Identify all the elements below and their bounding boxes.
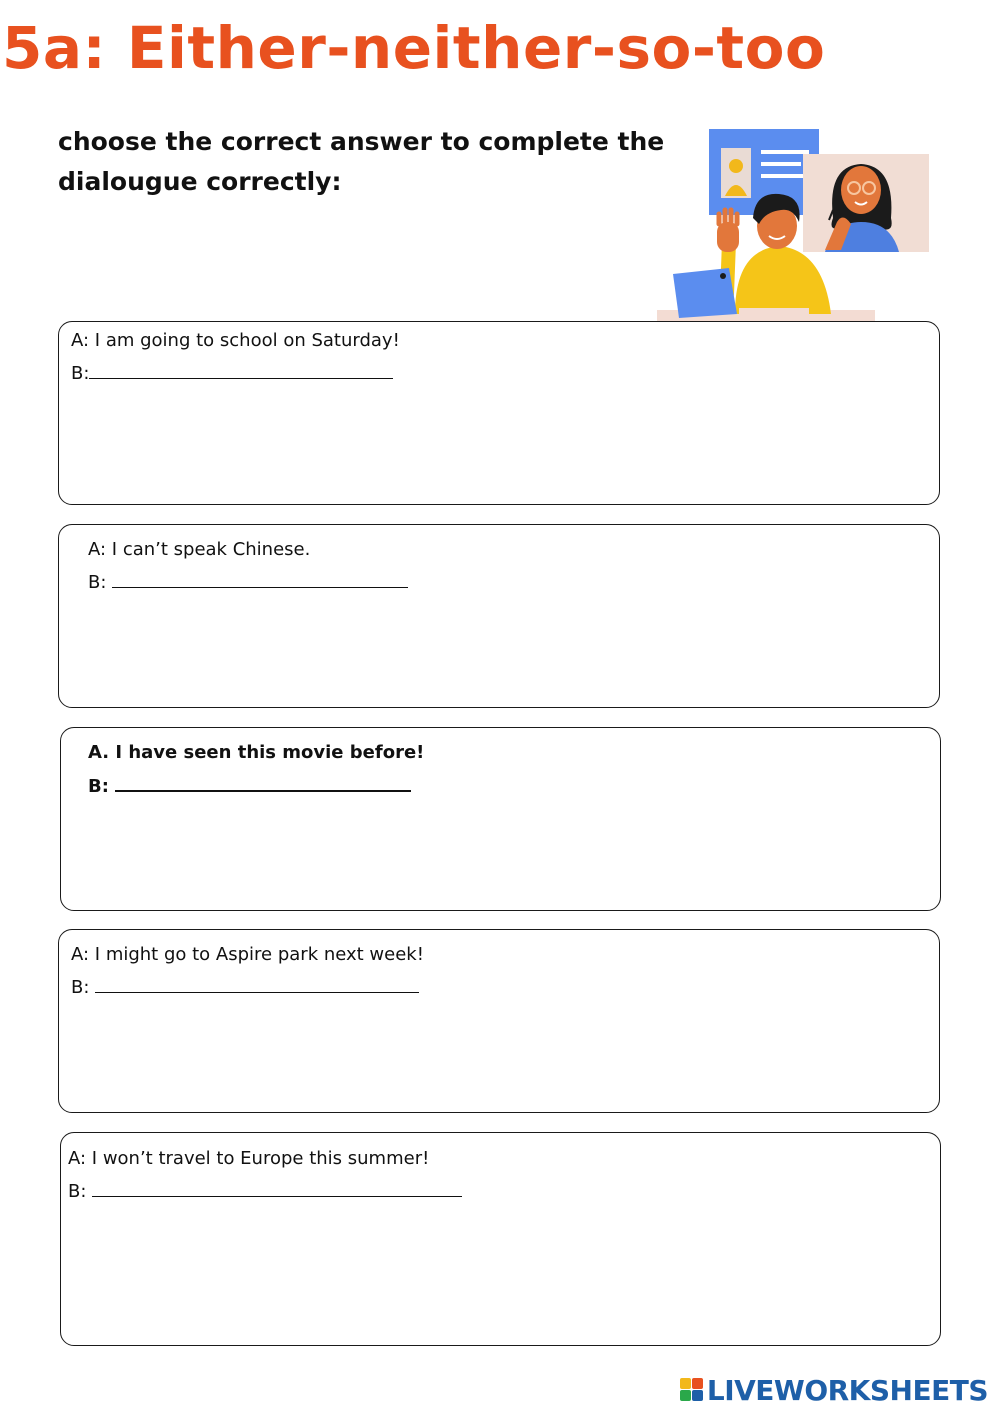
exercise-2-answer-blank[interactable] [112, 571, 408, 588]
exercise-1-answer-blank[interactable] [89, 362, 393, 379]
exercise-box-3 [60, 727, 941, 911]
exercise-2-answer-label: B: [88, 572, 107, 593]
exercise-3-answer-label: B: [88, 776, 109, 797]
instructions: choose the correct answer to complete the dialougue correctly: [58, 127, 665, 196]
page-title: 5a: Either-neither-so-too [2, 14, 826, 82]
exercise-4-answer-line[interactable] [71, 976, 419, 998]
exercise-5-prompt: A: I won’t travel to Europe this summer! [68, 1148, 430, 1169]
liveworksheets-logo-text: LIVEWORKSHEETS [706, 1373, 988, 1407]
exercise-2-prompt: A: I can’t speak Chinese. [88, 539, 311, 560]
liveworksheets-logo[interactable] [680, 1372, 988, 1408]
exercise-box-2 [58, 524, 940, 708]
exercise-2-answer-line[interactable] [88, 571, 408, 593]
exercise-5-answer-label: B: [68, 1181, 87, 1202]
exercise-3-answer-blank[interactable] [115, 774, 411, 792]
exercise-box-1 [58, 321, 940, 505]
exercise-box-5 [60, 1132, 941, 1346]
exercise-3-prompt: A. I have seen this movie before! [88, 742, 425, 763]
exercise-1-answer-label: B: [71, 363, 90, 384]
video-call-illustration [655, 126, 935, 322]
exercise-5-answer-line[interactable] [68, 1180, 462, 1202]
exercise-1-prompt: A: I am going to school on Saturday! [71, 330, 400, 351]
liveworksheets-logo-icon [680, 1378, 704, 1402]
exercise-4-answer-label: B: [71, 977, 90, 998]
exercise-box-4 [58, 929, 940, 1113]
exercise-4-prompt: A: I might go to Aspire park next week! [71, 944, 424, 965]
exercise-1-answer-line[interactable] [71, 362, 393, 384]
exercise-4-answer-blank[interactable] [95, 976, 419, 993]
exercise-3-answer-line[interactable] [88, 774, 411, 797]
exercise-5-answer-blank[interactable] [92, 1180, 462, 1197]
